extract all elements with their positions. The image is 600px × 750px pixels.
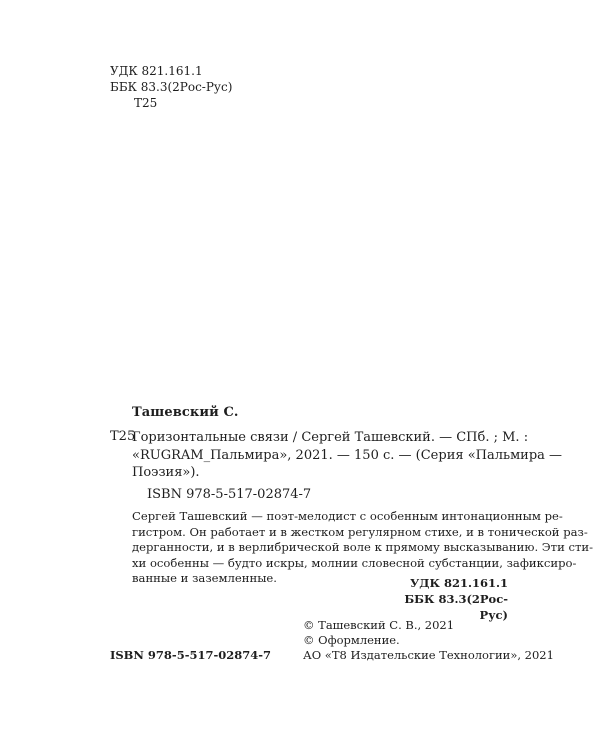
copyright-line: АО «Т8 Издательские Технологии», 2021 [303,648,554,662]
record-bbk-code: ББК 83.3(2Рос-Рус) [404,592,508,622]
copyright-block [303,618,554,663]
annotation-line: хи особенны — будто искры, молнии словесной субстанции, зафиксиро- [132,555,577,570]
udk-code: УДК 821.161.1 [110,64,203,78]
record-classification-codes [388,575,508,623]
description-line: «RUGRAM_Пальмира», 2021. — 150 с. — (Серия «Пальмира — [132,447,563,463]
record-isbn: ISBN 978-5-517-02874-7 [147,487,312,502]
description-line: Горизонтальные связи / Сергей Ташевский. — СПб. ; М. : [132,430,529,445]
author-heading: Ташевский С. [132,405,239,420]
bbk-code: ББК 83.3(2Рос-Рус) [110,80,233,94]
cutter-code: Т25 [134,96,158,110]
description-line: Поэзия»). [132,465,200,480]
annotation-line: гистром. Он работает и в жестком регулярном стихе, и в тонической раз- [132,524,588,539]
record-udk-code: УДК 821.161.1 [409,576,508,590]
annotation-line: ванные и заземленные. [132,571,277,586]
footer-isbn: ISBN 978-5-517-02874-7 [110,648,272,662]
copyright-line: © Ташевский С. В., 2021 [303,618,455,632]
record-cutter-code: Т25 [110,429,136,444]
annotation-line: дерганности, и в верлибрической воле к прямому высказыванию. Эти сти- [132,540,594,555]
top-classification-codes [110,63,232,111]
bibliographic-description [132,429,563,482]
annotation-line: Сергей Ташевский — поэт-мелодист с особенным интонационным ре- [132,509,563,523]
copyright-line: © Оформление. [303,633,400,647]
